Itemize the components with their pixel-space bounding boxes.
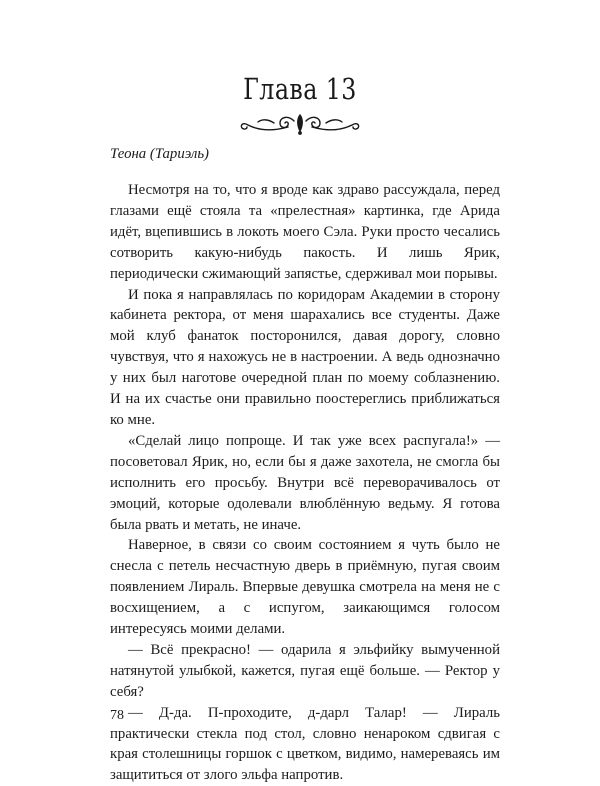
chapter-title: Глава 13 [243, 72, 357, 106]
paragraph: Наверное, в связи со своим состоянием я чуть было не снесла с петель несчастную дверь в приёмную, пугая своим появлением Лираль. Впервые девушка смотрела на меня не с восхищением, а с испугом, заикающимся голосом интересуясь моими делами. [110, 537, 500, 638]
pov-heading: Теона (Тариэль) [110, 146, 209, 162]
paragraph: «Сделай лицо попроще. И так уже всех распугала!» — посоветовал Ярик, но, если бы я даже захотела, не смогла бы исполнить его просьбу. Внутри всё переворачивалось от эмоций, которые одолевали влюблённую ведьму. Я готова была рвать и метать, не иначе. [110, 432, 500, 533]
body-text [110, 180, 500, 786]
paragraph: Несмотря на то, что я вроде как здраво рассуждала, перед глазами ещё стояла та «прелестная» картинка, где Арида идёт, вцепившись в локоть моего Сэла. Руки просто чесались сотворить какую-нибудь пакость. И лишь Ярик, периодически сжимающий запястье, сдерживал мои порывы. [110, 182, 500, 282]
paragraph: И пока я направлялась по коридорам Академии в сторону кабинета ректора, от меня шарахались все студенты. Даже мой клуб фанаток посторонился, давая дорогу, словно чувствуя, что я нахожусь не в настроении. А ведь однозначно у них был наготове очередной план по моему соблазнению. И на их счастье они правильно поостереглись приближаться ко мне. [110, 286, 500, 428]
paragraph: — Д-да. П-проходите, д-дарл Талар! — Лираль практически стекла под стол, словно ненароком сдвигая с края столешницы горшок с цветком, видимо, намереваясь им защититься от злого эльфа напротив. [110, 704, 500, 784]
paragraph: — Всё прекрасно! — одарила я эльфийку вымученной натянутой улыбкой, кажется, пугая ещё больше. — Ректор у себя? [110, 641, 500, 700]
ornament-divider-icon [234, 111, 366, 135]
page-number: 78 [110, 708, 124, 723]
